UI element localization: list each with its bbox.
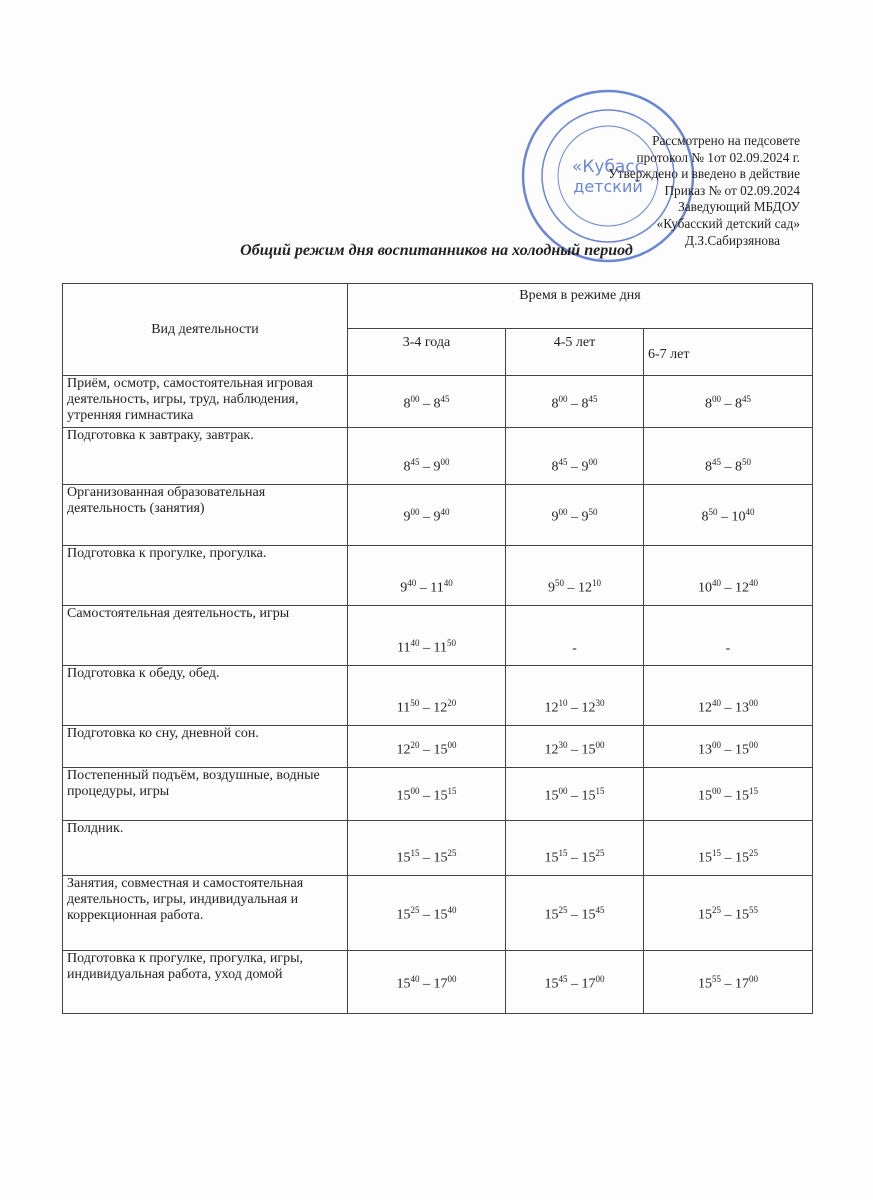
approval-line: «Кубасский детский сад» [656,215,800,231]
hours: 15 [735,743,749,758]
time-cell: $9^{00} - 9^{40}$ [348,485,506,546]
time-cell: $12^{40} - 13^{00}$ [644,666,813,726]
hours: 15 [581,907,596,923]
schedule-table [62,283,813,1014]
hours: 8 [403,396,411,412]
approval-block [560,133,800,249]
time-cell: - [506,606,644,666]
hours: 15 [396,788,411,804]
hours: 8 [705,396,712,412]
activity-cell: Подготовка ко сну, дневной сон. [63,726,348,768]
minutes: 20 [410,740,420,751]
age-group-header: 4-5 лет [506,329,644,376]
time-cell: $9^{00} - 9^{50}$ [506,485,644,546]
age-group-header: 3-4 года [348,329,506,376]
minutes: 50 [588,507,598,518]
hours: 12 [735,581,749,596]
hours: 9 [551,509,559,525]
minutes: 50 [742,457,751,468]
approval-line: Приказ № от 02.09.2024 [664,182,800,198]
time-cell: $13^{00} - 15^{00}$ [644,726,813,768]
hours: 15 [698,788,712,804]
minutes: 00 [595,740,605,751]
table-row [63,768,813,821]
hours: 12 [578,581,592,596]
minutes: 40 [712,698,721,709]
minutes: 40 [410,974,420,985]
minutes: 00 [588,457,598,468]
minutes: 30 [595,698,605,709]
hours: 15 [396,851,411,866]
approval-line: протокол № 1от 02.09.2024 г. [636,149,800,165]
minutes: 00 [712,393,721,404]
hours: 15 [698,851,712,866]
minutes: 15 [447,786,457,797]
minutes: 00 [410,786,420,797]
hours: 9 [400,581,408,596]
hours: 12 [698,701,712,716]
table-row [63,606,813,666]
minutes: 40 [712,578,721,589]
minutes: 25 [447,848,457,859]
time-cell: $12^{30} - 15^{00}$ [506,726,644,768]
hours: 15 [581,743,596,758]
activity-header: Вид деятельности [63,284,348,376]
hours: 15 [698,976,712,992]
time-cell: $11^{50} - 12^{20}$ [348,666,506,726]
hours: 15 [544,788,559,804]
hours: 10 [698,581,712,596]
hours: 15 [433,788,448,804]
minutes: 50 [555,578,564,589]
activity-cell: Постепенный подъём, воздушные, водные процедуры, игры [63,768,348,821]
time-cell: $15^{25} - 15^{55}$ [644,876,813,951]
hours: 9 [433,509,441,525]
hours: 11 [430,581,444,596]
table-row [63,428,813,485]
table-row [63,876,813,951]
time-cell: $12^{20} - 15^{00}$ [348,726,506,768]
time-cell: $8^{00} - 8^{45}$ [348,376,506,428]
hours: 8 [403,460,411,475]
hours: 15 [735,851,749,866]
table-row [63,376,813,428]
minutes: 00 [440,457,450,468]
minutes: 45 [588,393,598,404]
hours: 15 [581,788,596,804]
time-cell: $8^{45} - 8^{50}$ [644,428,813,485]
minutes: 15 [712,848,721,859]
minutes: 40 [745,507,755,518]
time-cell: $11^{40} - 11^{50}$ [348,606,506,666]
activity-cell: Занятия, совместная и самостоятельная деятельность, игры, индивидуальная и коррекционная работа. [63,876,348,951]
minutes: 45 [712,457,721,468]
hours: 11 [397,641,411,656]
minutes: 20 [447,698,457,709]
minutes: 25 [595,848,605,859]
hours: 12 [396,743,411,758]
hours: 15 [396,976,411,992]
time-cell: $8^{45} - 9^{00}$ [348,428,506,485]
time-cell: $15^{00} - 15^{15}$ [506,768,644,821]
activity-cell: Самостоятельная деятельность, игры [63,606,348,666]
minutes: 10 [558,698,568,709]
time-cell: $15^{55} - 17^{00}$ [644,951,813,1014]
activity-cell: Подготовка к завтраку, завтрак. [63,428,348,485]
minutes: 25 [712,905,721,916]
hours: 15 [735,788,749,804]
minutes: 45 [595,905,605,916]
minutes: 00 [595,974,605,985]
minutes: 25 [410,905,420,916]
hours: 9 [403,509,411,525]
hours: 12 [433,701,448,716]
minutes: 55 [712,974,721,985]
minutes: 50 [410,698,420,709]
hours: 12 [544,701,559,716]
minutes: 00 [712,740,721,751]
time-cell: $15^{15} - 15^{25}$ [506,821,644,876]
time-cell: $15^{15} - 15^{25}$ [348,821,506,876]
table-row [63,951,813,1014]
approval-line: Утверждено и введено в действие [608,166,800,182]
time-cell: $8^{00} - 8^{45}$ [506,376,644,428]
minutes: 00 [558,786,568,797]
time-cell: $15^{25} - 15^{40}$ [348,876,506,951]
minutes: 25 [749,848,758,859]
minutes: 15 [410,848,420,859]
minutes: 45 [558,457,568,468]
age-group-header: 6-7 лет [644,329,813,376]
hours: 12 [581,701,596,716]
minutes: 00 [712,786,721,797]
hours: 9 [548,581,555,596]
table-row [63,666,813,726]
table-row [63,485,813,546]
signatory-name: Д.З.Сабирзянова [685,232,780,248]
time-cell: $15^{00} - 15^{15}$ [644,768,813,821]
hours: 15 [433,907,448,923]
time-cell: $9^{50} - 12^{10}$ [506,546,644,606]
time-cell: $8^{50} - 10^{40}$ [644,485,813,546]
activity-cell: Полдник. [63,821,348,876]
time-cell: $15^{40} - 17^{00}$ [348,951,506,1014]
page-title: Общий режим дня воспитанников на холодный период [240,242,633,259]
hours: 8 [735,460,742,475]
hours: 8 [433,396,441,412]
minutes: 10 [592,578,601,589]
table-row [63,821,813,876]
minutes: 15 [595,786,605,797]
time-header: Время в режиме дня [348,284,813,329]
time-cell: $15^{15} - 15^{25}$ [644,821,813,876]
minutes: 00 [410,393,420,404]
hours: 15 [735,907,749,923]
time-cell: $10^{40} - 12^{40}$ [644,546,813,606]
hours: 15 [433,743,448,758]
minutes: 00 [558,393,568,404]
table-row [63,546,813,606]
hours: 8 [551,460,559,475]
minutes: 00 [749,974,758,985]
hours: 15 [433,851,448,866]
hours: 17 [735,976,749,992]
time-cell: $15^{25} - 15^{45}$ [506,876,644,951]
hours: 8 [705,460,712,475]
minutes: 00 [558,507,568,518]
activity-cell: Приём, осмотр, самостоятельная игровая деятельность, игры, труд, наблюдения, утренняя гимнастика [63,376,348,428]
minutes: 50 [446,638,456,649]
minutes: 00 [410,507,420,518]
hours: 15 [581,851,596,866]
approval-line: Заведующий МБДОУ [678,199,800,215]
hours: 15 [698,907,712,923]
minutes: 15 [558,848,568,859]
svg-text:«Кубасс: «Кубасс [571,157,645,177]
time-cell: $8^{00} - 8^{45}$ [644,376,813,428]
time-cell: $15^{00} - 15^{15}$ [348,768,506,821]
minutes: 50 [708,507,718,518]
hours: 8 [581,396,589,412]
hours: 17 [433,976,448,992]
hours: 12 [544,743,559,758]
hours: 15 [396,907,411,923]
activity-cell: Подготовка к обеду, обед. [63,666,348,726]
hours: 8 [701,509,709,525]
minutes: 45 [410,457,420,468]
time-cell: $9^{40} - 11^{40}$ [348,546,506,606]
time-cell: - [644,606,813,666]
minutes: 55 [749,905,758,916]
time-cell: $8^{45} - 9^{00}$ [506,428,644,485]
hours: 10 [731,509,746,525]
minutes: 00 [749,698,758,709]
minutes: 00 [749,740,758,751]
minutes: 40 [443,578,453,589]
activity-cell: Подготовка к прогулке, прогулка, игры, индивидуальная работа, уход домой [63,951,348,1014]
approval-line: Рассмотрено на педсовете [652,133,800,148]
hours: 9 [581,509,589,525]
minutes: 00 [447,974,457,985]
hours: 15 [544,976,559,992]
minutes: 00 [447,740,457,751]
minutes: 45 [742,393,751,404]
minutes: 40 [440,507,450,518]
hours: 13 [735,701,749,716]
time-cell: $15^{45} - 17^{00}$ [506,951,644,1014]
hours: 9 [581,460,589,475]
hours: 13 [698,743,712,758]
activity-cell: Подготовка к прогулке, прогулка. [63,546,348,606]
hours: 11 [433,641,447,656]
minutes: 45 [558,974,568,985]
minutes: 15 [749,786,758,797]
minutes: 45 [440,393,450,404]
hours: 8 [551,396,559,412]
hours: 15 [544,851,559,866]
hours: 8 [735,396,742,412]
svg-text:детский: детский [573,177,643,196]
hours: 11 [396,701,411,716]
time-cell: $12^{10} - 12^{30}$ [506,666,644,726]
minutes: 40 [749,578,758,589]
table-row [63,726,813,768]
minutes: 40 [407,578,417,589]
minutes: 40 [447,905,457,916]
activity-cell: Организованная образовательная деятельность (занятия) [63,485,348,546]
hours: 17 [581,976,596,992]
minutes: 25 [558,905,568,916]
minutes: 30 [558,740,568,751]
hours: 9 [433,460,441,475]
hours: 15 [544,907,559,923]
minutes: 40 [410,638,420,649]
